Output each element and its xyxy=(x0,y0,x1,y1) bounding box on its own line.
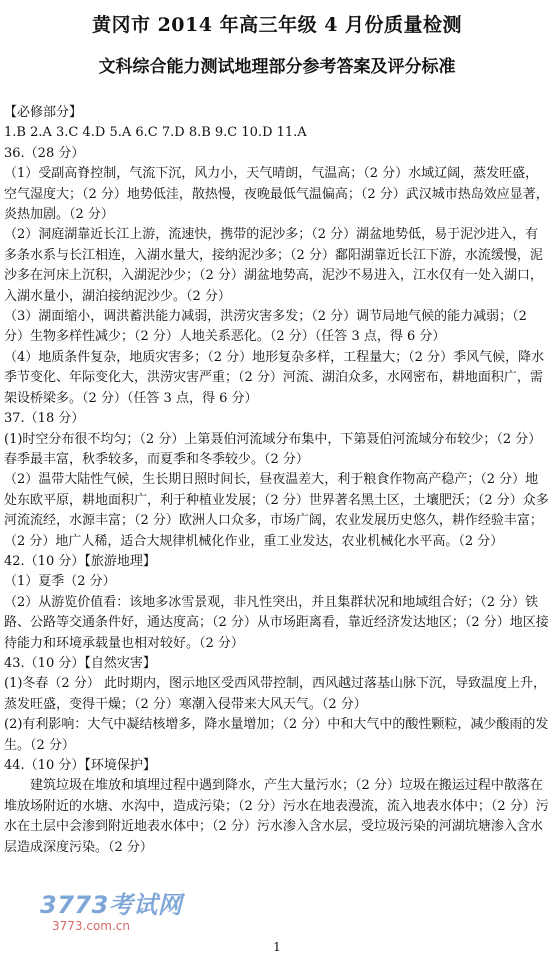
q36-part2: （2）洞庭湖靠近长江上游，流速快，携带的泥沙多；（2 分）湖盆地势低，易于泥沙进入，有多条水系与长江相连，入湖水量大，接纳泥沙多；（2 分）鄱阳湖靠近长江下游，水流缓慢，泥沙多在河床上沉积，入湖泥沙少；（2 分）湖盆地势高，泥沙不易进入，江水仅有一处入湖口，入湖水量小，湖泊接纳泥沙少。（2 分） xyxy=(4,227,543,304)
q36-part4: （4）地质条件复杂，地质灾害多；（2 分）地形复杂多样，工程量大；（2 分）季风气候，降水季节变化、年际变化大，洪涝灾害严重；（2 分）河流、湖泊众多，水网密布，耕地面积广，需架设桥梁多。（2 分）（任答 3 点，得 6 分） xyxy=(4,349,545,406)
question-37-heading: 37.（18 分） xyxy=(4,411,85,427)
q43-part2: (2)有利影响：大气中凝结核增多，降水量增加；（2 分）中和大气中的酸性颗粒，减少酸雨的发生。（2 分） xyxy=(4,717,549,753)
watermark xyxy=(40,892,200,942)
page-number: 1 xyxy=(273,940,281,954)
q37-part1: (1)时空分布很不均匀；（2 分）上第聂伯河流域分布集中，下第聂伯河流域分布较少；（2 分）春季最丰富，秋季较多，而夏季和冬季较少。（2 分） xyxy=(4,431,542,467)
answer-body xyxy=(4,103,550,858)
question-36-heading: 36.（28 分） xyxy=(4,145,85,161)
q36-part1: （1）受副高脊控制，气流下沉，风力小，天气晴朗，气温高；（2 分）水域辽阔，蒸发旺盛，空气湿度大；（2 分）地势低洼，散热慢，夜晚最低气温偏高；（2 分）武汉城市热岛效应显著，炎热加剧。（2 分） xyxy=(4,166,549,223)
section-heading-compulsory: 【必修部分】 xyxy=(4,105,83,120)
q42-part2: （2）从游览价值看：该地多冰雪景观，非凡性突出，并且集群状况和地域组合好；（2 分）铁路、公路等交通条件好，通达度高；（2 分）从市场距离看，靠近经济发达地区；（2 分）地区接待能力和环境承载量也相对较好。（2 分） xyxy=(4,594,549,651)
q44-answer: 建筑垃圾在堆放和填埋过程中遇到降水，产生大量污水；（2 分）垃圾在搬运过程中散落在堆放场附近的水塘、水沟中，造成污染；（2 分）污水在地表漫流，流入地表水体中；（2 分）污水在土层中会渗到附近地表水体中；（2 分）污水渗入含水层，受垃圾污染的河湖坑塘渗入含水层造成深度污染。（2 分） xyxy=(4,778,549,855)
question-43-heading: 43.（10 分）【自然灾害】 xyxy=(4,655,156,671)
q37-part2: （2）温带大陆性气候，生长期日照时间长，昼夜温差大，利于粮食作物高产稳产；（2 分）地处东欧平原，耕地面积广，利于种植业发展；（2 分）世界著名黑土区，土壤肥沃；（2 分）众多河流流经，水源丰富；（2 分）欧洲人口众多，市场广阔，农业发展历史悠久，耕作经验丰富；（2 分）地广人稀，适合大规律机械化作业，重工业发达，农业机械化水平高。（2 分） xyxy=(4,472,549,549)
watermark-url: 3773.com.cn xyxy=(52,919,130,933)
multiple-choice-answers: 1.B 2.A 3.C 4.D 5.A 6.C 7.D 8.B 9.C 10.D 11.A xyxy=(4,125,307,141)
document-subtitle: 文科综合能力测试地理部分参考答案及评分标准 xyxy=(98,57,456,77)
question-42-heading: 42.（10 分）【旅游地理】 xyxy=(4,553,156,569)
q36-part3: （3）湖面缩小，调洪蓄洪能力减弱，洪涝灾害多发；（2 分）调节局地气候的能力减弱；（2 分）生物多样性减少；（2 分）人地关系恶化。（2 分）（任答 3 点，得 6 分） xyxy=(4,309,527,345)
watermark-logo: 3773考试网 xyxy=(40,891,183,919)
document-title: 黄冈市 2014 年高三年级 4 月份质量检测 xyxy=(91,14,463,36)
question-44-heading: 44.（10 分）【环境保护】 xyxy=(4,758,156,773)
q42-part1: （1）夏季（2 分） xyxy=(4,574,116,590)
q43-part1: (1)冬春（2 分） 此时期内，图示地区受西风带控制，西风越过落基山脉下沉，导致温度上升，蒸发旺盛，变得干燥；（2 分）寒潮入侵带来大风天气。（2 分） xyxy=(4,676,546,712)
